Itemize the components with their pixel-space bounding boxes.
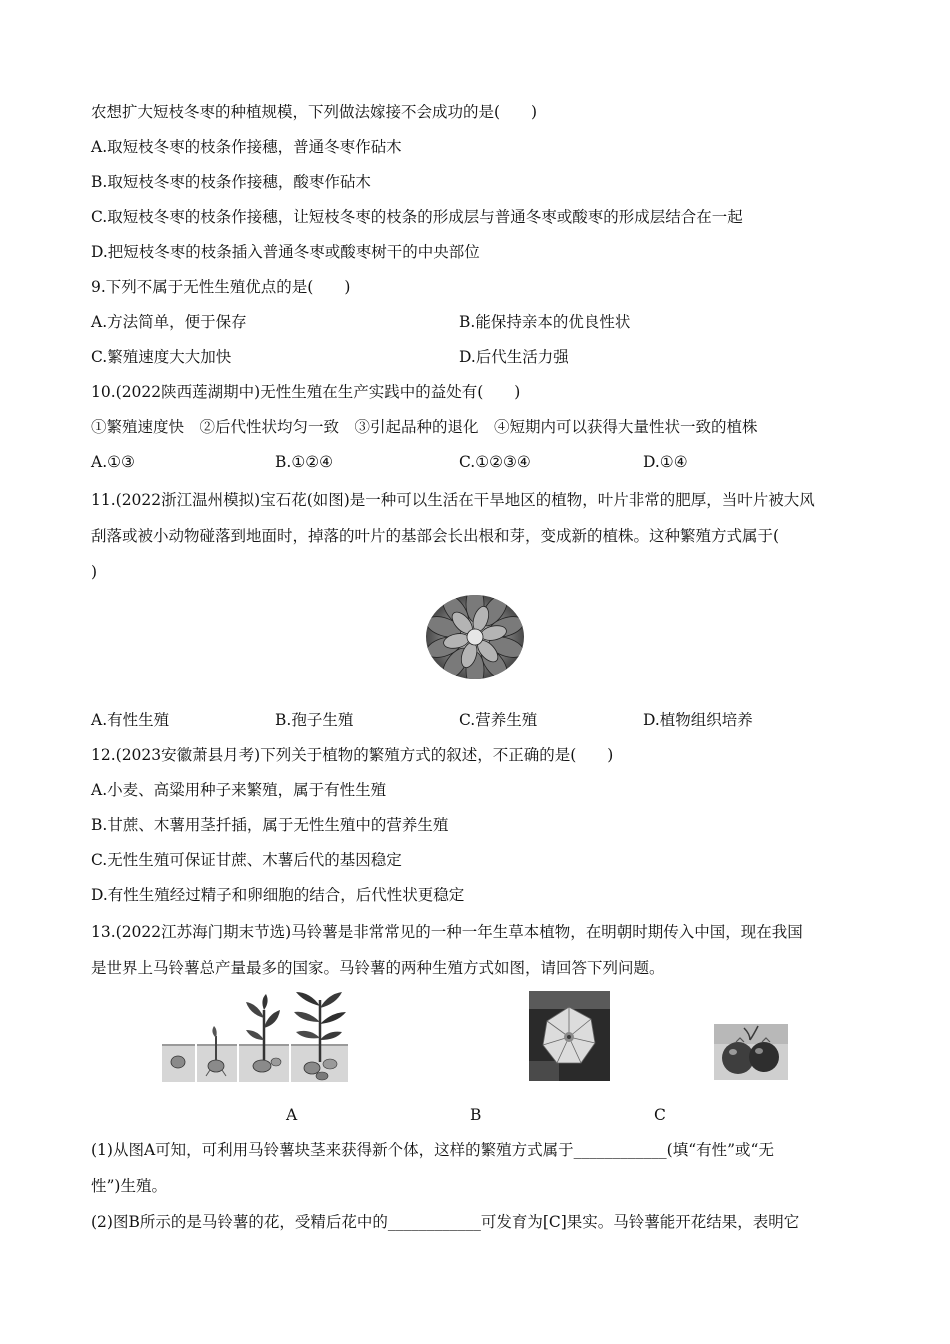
figure-label-b: B xyxy=(470,1106,482,1124)
q10-option-b: B.①②④ xyxy=(275,453,334,471)
potato-flower-photo xyxy=(529,991,610,1081)
q10-stem: 10.(2022陕西莲湖期中)无性生殖在生产实践中的益处有( ) xyxy=(91,383,521,401)
q12-stem: 12.(2023安徽萧县月考)下列关于植物的繁殖方式的叙述，不正确的是( ) xyxy=(91,746,614,764)
q12-option-c: C.无性生殖可保证甘蔗、木薯后代的基因稳定 xyxy=(91,851,402,869)
q11-option-a: A.有性生殖 xyxy=(91,711,170,729)
q13-stem-line2: 是世界上马铃薯总产量最多的国家。马铃薯的两种生殖方式如图，请回答下列问题。 xyxy=(91,959,665,977)
q8-option-c: C.取短枝冬枣的枝条作接穗，让短枝冬枣的枝条的形成层与普通冬枣或酸枣的形成层结合在一起 xyxy=(91,208,743,226)
q10-option-c: C.①②③④ xyxy=(459,453,531,471)
q11-stem-line2: 刮落或被小动物碰落到地面时，掉落的叶片的基部会长出根和芽，变成新的植株。这种繁殖方式属于( xyxy=(91,527,780,545)
q8-option-b: B.取短枝冬枣的枝条作接穗，酸枣作砧木 xyxy=(91,173,371,191)
q11-option-b: B.孢子生殖 xyxy=(275,711,354,729)
q8-option-a: A.取短枝冬枣的枝条作接穗，普通冬枣作砧木 xyxy=(91,138,402,156)
q8-stem: 农想扩大短枝冬枣的种植规模，下列做法嫁接不会成功的是( ) xyxy=(91,103,538,121)
q10-items: ①繁殖速度快 ②后代性状均匀一致 ③引起品种的退化 ④短期内可以获得大量性状一致的植株 xyxy=(91,418,758,436)
q10-option-d: D.①④ xyxy=(643,453,688,471)
q13-sub1-line1: (1)从图A可知，可利用马铃薯块茎来获得新个体，这样的繁殖方式属于____________(填“有性”或“无 xyxy=(91,1141,774,1159)
q9-stem: 9.下列不属于无性生殖优点的是( ) xyxy=(91,278,351,296)
q13-sub1-line2: 性”)生殖。 xyxy=(91,1177,167,1195)
q12-option-a: A.小麦、高粱用种子来繁殖，属于有性生殖 xyxy=(91,781,387,799)
q11-stem-line1: 11.(2022浙江温州模拟)宝石花(如图)是一种可以生活在干旱地区的植物，叶片非常的肥厚，当叶片被大风 xyxy=(91,491,815,509)
potato-tuber-growth-figure xyxy=(162,988,348,1082)
figure-label-a: A xyxy=(286,1106,298,1124)
q9-option-c: C.繁殖速度大大加快 xyxy=(91,348,232,366)
q13-stem-line1: 13.(2022江苏海门期末节选)马铃薯是非常常见的一种一年生草本植物，在明朝时期传入中国，现在我国 xyxy=(91,923,803,941)
potato-fruit-photo xyxy=(714,1024,788,1080)
q12-option-d: D.有性生殖经过精子和卵细胞的结合，后代性状更稳定 xyxy=(91,886,465,904)
q12-option-b: B.甘蔗、木薯用茎扦插，属于无性生殖中的营养生殖 xyxy=(91,816,449,834)
q9-option-b: B.能保持亲本的优良性状 xyxy=(459,313,631,331)
q9-option-a: A.方法简单，便于保存 xyxy=(91,313,247,331)
succulent-photo xyxy=(425,594,525,680)
q11-option-d: D.植物组织培养 xyxy=(643,711,753,729)
q10-option-a: A.①③ xyxy=(91,453,135,471)
figure-label-c: C xyxy=(654,1106,666,1124)
q11-option-c: C.营养生殖 xyxy=(459,711,538,729)
q8-option-d: D.把短枝冬枣的枝条插入普通冬枣或酸枣树干的中央部位 xyxy=(91,243,480,261)
q11-stem-line3: ) xyxy=(91,563,98,581)
q9-option-d: D.后代生活力强 xyxy=(459,348,569,366)
q13-sub2-line1: (2)图B所示的是马铃薯的花，受精后花中的____________可发育为[C]果实。马铃薯能开花结果，表明它 xyxy=(91,1213,800,1231)
